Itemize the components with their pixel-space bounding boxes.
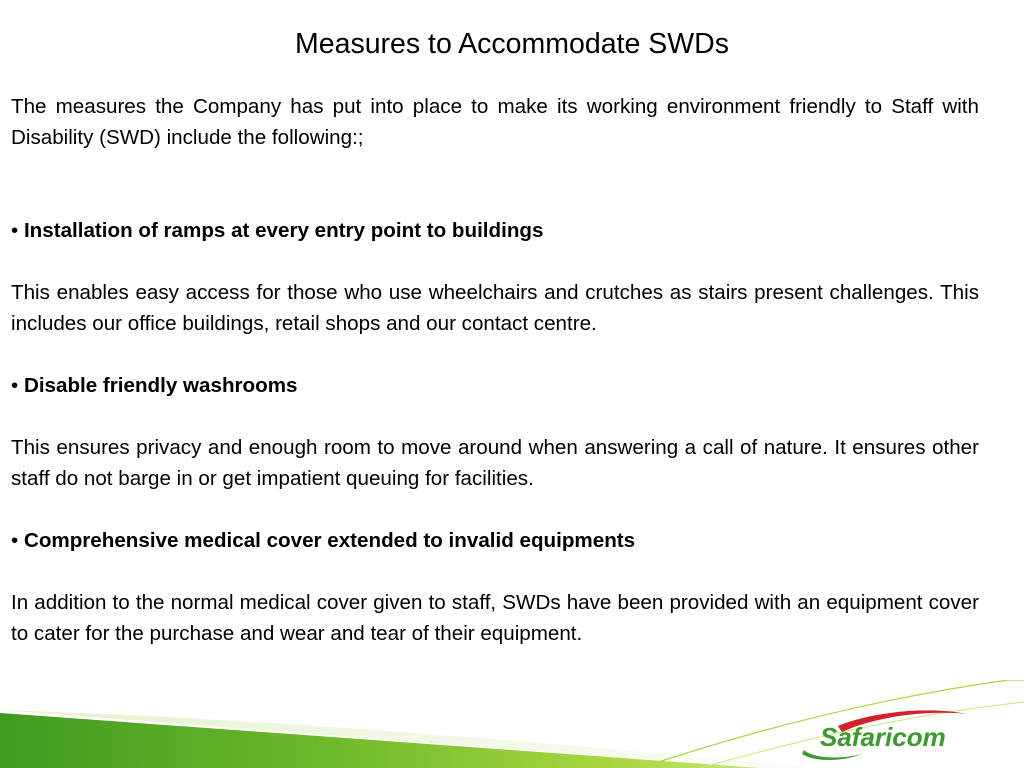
section-paragraph-ramps: This enables easy access for those who use wheelchairs and crutches as stairs present challenges. This includes our office buildings, retail shops and our contact centre. [11, 281, 979, 335]
bullet-heading-medical [11, 525, 979, 556]
footer-swoosh-graphic [0, 680, 1024, 768]
bullet-icon: • [11, 219, 19, 242]
section-paragraph-medical: In addition to the normal medical cover given to staff, SWDs have been provided with an equipment cover to cater for the purchase and wear and tear of their equipment. [11, 591, 979, 645]
bullet-heading-text: Comprehensive medical cover extended to invalid equipments [23, 529, 636, 552]
bullet-heading-text: Installation of ramps at every entry point to buildings [23, 219, 544, 242]
slide-title: Measures to Accommodate SWDs [295, 28, 729, 60]
bullet-heading-ramps [11, 215, 979, 246]
section-paragraph-washrooms: This ensures privacy and enough room to move around when answering a call of nature. It ensures other staff do not barge in or get impatient queuing for facilities. [11, 436, 979, 490]
intro-paragraph: The measures the Company has put into place to make its working environment friendly to Staff with Disability (SWD) include the following:; [11, 95, 979, 149]
bullet-icon: • [11, 374, 19, 397]
slide-body [11, 91, 979, 649]
bullet-heading-washrooms [11, 370, 979, 401]
logo-wordmark: Safaricom [820, 722, 946, 752]
bullet-icon: • [11, 529, 19, 552]
footer-green-wedge [0, 713, 760, 768]
safaricom-logo [802, 710, 966, 760]
bullet-heading-text: Disable friendly washrooms [23, 374, 298, 397]
footer-banner [0, 680, 1024, 768]
